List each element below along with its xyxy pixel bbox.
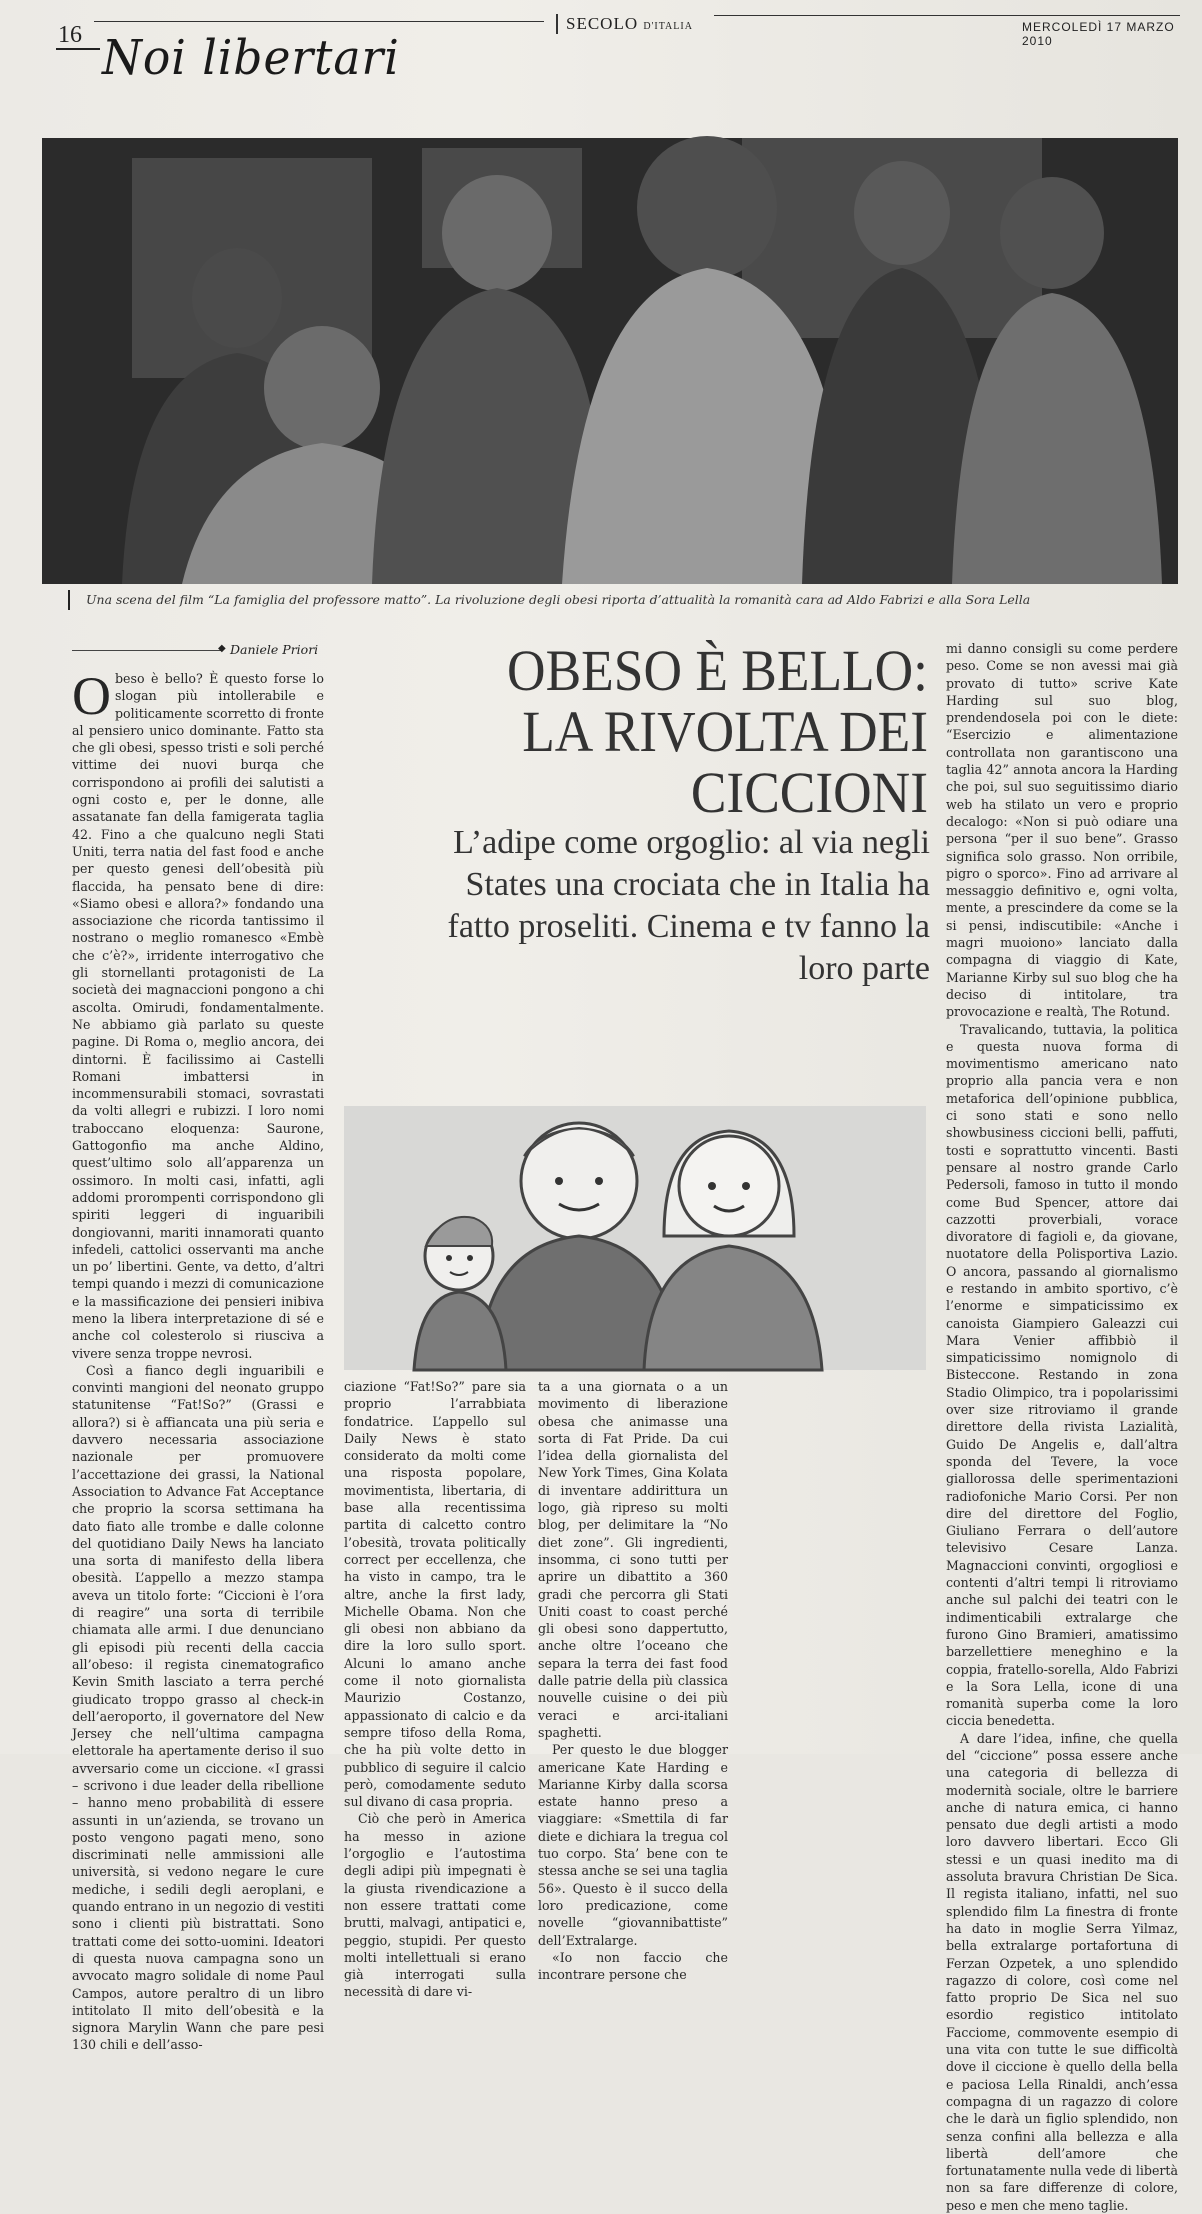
byline-diamond-icon: ◆ (218, 643, 226, 654)
paragraph: «Io non faccio che incontrare persone che (538, 1949, 728, 1983)
article-column-2 (344, 1378, 526, 2000)
header-rule-left (94, 21, 544, 22)
film-scene-photo (42, 138, 1178, 584)
article-headline: OBESO È BELLO: LA RIVOLTA DEI CICCIONI (507, 638, 928, 825)
article-column-3 (538, 1378, 728, 1983)
byline-rule (72, 650, 222, 651)
caption-marker (68, 590, 70, 610)
photo-caption: Una scena del film “La famiglia del professore matto”. La rivoluzione degli obesi riporta d’attualità la romanità cara ad Aldo Fabrizi e alla Sora Lella (86, 592, 1031, 607)
photo-illustration (42, 138, 1178, 584)
family-cartoon (344, 1106, 926, 1370)
paragraph: ta a una giornata o a un movimento di liberazione obesa che animasse una sorta di Fat Pride. Da cui l’idea della giornalista del New York Times, Gina Kolata di inventare addirittura un logo, già ripreso su molti blog, per delimitare la “No diet zone”. Gli ingredienti, insomma, ci sono tutti per aprire un dibattito a 360 gradi che percorra gli Stati Uniti coast to coast perché gli obesi sono dappertutto, anche oltre l’oceano che separa la terra dei fast food dalle patrie della più classica nouvelle cuisine o dei più veraci e arci-italiani spaghetti. (538, 1379, 728, 1740)
paragraph: A dare l’idea, infine, che quella del “ciccione” possa essere anche una categoria di bellezza di modernità sociale, oltre le barriere anche di natura emica, ci hanno pensato due degli artisti a modo loro davvero libertari. Ecco Gli stessi e un quasi inedito ma di assoluta bravura Christian De Sica. Il regista italiano, infatti, nel suo splendido film La finestra di fronte ha dato in moglie Serra Yilmaz, bella extralarge portafortuna di Ferzan Ozpetek, a uno splendido ragazzo di colore, così come nel fatto proprio De Sica nel suo esordio registico intitolato Facciome, commovente esempio di una vita con tutte le sue difficoltà dove il ciccione è quello della bella e paciosa Lella Rinaldi, anch’essa compagna di un ragazzo di colore che le darà un figlio splendido, non senza confini alla bellezza e alla libertà dell’amore che fortunatamente nulla vede di libertà non sa fare differenze di colore, peso e men che meno taglie. (946, 1730, 1178, 2213)
masthead-name: SECOLO (566, 14, 639, 33)
section-title: Noi libertari (102, 30, 400, 86)
paragraph: Travalicando, tuttavia, la politica e questa nuova forma di movimentismo americano nato proprio alla pancia vera e non metaforica dell’opinione pubblica, ci sono stati e sono nello showbusiness ciccioni belli, paffuti, tosti e soprattutto vincenti. Basti pensare al nostro grande Carlo Pedersoli, famoso in tutto il mondo come Bud Spencer, attore dai cazzotti proverbiali, vorace divoratore di fagioli e, da giovane, nuotatore della Polisportiva Lazio. O ancora, passando al giornalismo e restando in ambito sportivo, c’è l’enorme e simpaticissimo ex canoista Giampiero Galeazzi cui Mara Venier affibbiò il simpaticissimo nomignolo di Bisteccone. Restando in zona Stadio Olimpico, tra i popolarissimi over size ritroviamo il grande direttore della rivista Lazialità, Guido De Angelis e, dall’altra sponda del Tevere, la voce giallorossa delle sperimentazioni radiofoniche Mario Corsi. Per non dire del direttore del Foglio, Giuliano Ferrara o dell’autore televisivo Cesare Lanza. Magnaccioni convinti, orgogliosi e contenti d’altri tempi li ritroviamo anche sul palchi dei teatri con le indimenticabili extralarge che furono Gino Bramieri, amatissimo barzellettiere meneghino e la coppia, fratello-sorella, Aldo Fabrizi e la Sora Lella, icone di una romanità superba come la loro ciccia benedetta. (946, 1021, 1178, 1729)
paragraph-text: beso è bello? È questo forse lo slogan più intollerabile e politicamente scorretto di fronte al pensiero unico dominante. Fatto sta che gli obesi, spesso tristi e soli perché vittime dei nuovi burqa che corrispondono ai profili dei salutisti a ogni costo e, per le donne, alle assatanate fan della famigerata taglia 42. Fino a che qualcuno negli Stati Uniti, terra natia del fast food e anche per questo genesi dell’obesità più flaccida, ha pensato bene di dire: «Siamo obesi e allora?» fondando una associazione che ricorda tantissimo il nostrano o meglio romanesco «Embè che c’è?», irridente interrogativo che gli stornellanti protagonisti de La società dei magnaccioni pongono a chi ascolta. Omirudi, fondamentalmente. Ne abbiamo già parlato su queste pagine. Di Roma o, meglio ancora, dei dintorni. È facilissimo ai Castelli Romani imbattersi in incommensurabili stomaci, sovrastati da volti allegri e rubizzi. I loro nomi traboccano eloquenza: Saurone, Gattogonfio ma anche Aldino, quest’ultimo solo all’apparenza un ossimoro. In molti casi, infatti, agli addomi prorompenti corrispondono gli spiriti leggeri di inguaribili dongiovanni, mariti innamorati quanto infedeli, cattolici osservanti ma anche un po’ libertini. Gente, va detto, d’altri tempi quando i mezzi di comunicazione e la massificazione dei pensieri inibiva meno la libera interpretazione di sé e anche col colesterolo si riusciva a vivere senza troppe nevrosi. (72, 671, 325, 1361)
page-number: 16 (58, 22, 82, 48)
article-column-4 (946, 640, 1178, 2213)
masthead-suffix: D'ITALIA (643, 21, 693, 32)
header-rule-right (714, 15, 1180, 16)
cartoon-illustration (344, 1106, 926, 1370)
issue-date: MERCOLEDÌ 17 MARZO 2010 (1022, 20, 1175, 48)
article-column-1 (72, 666, 325, 2053)
masthead (556, 14, 693, 34)
paragraph: Per questo le due blogger americane Kate Harding e Marianne Kirby dalla scorsa estate hanno preso a viaggiare: «Smettila di far diete e dichiara la tregua col tuo corpo. Sta’ bene con te stessa anche se sei una taglia 56». Questo è il succo della loro predicazione, come novelle “giovannibattiste” dell’Extralarge. (538, 1742, 728, 1948)
paragraph: mi danno consigli su come perdere peso. Come se non avessi mai già provato di tutto» scrive Kate Harding sul suo blog, prendendosela poi con le diete: “Esercizio e alimentazione controllata non garantiscono una taglia 42” annota ancora la Harding che poi, sul suo seguitissimo diario web ha stilato un vero e proprio decalogo: «Non si può odiare una persona “per il suo bene”. Grasso significa solo grasso. Non orribile, pigro o sporco». Fino ad arrivare al messaggio definitivo e, ogni volta, mente, a prescindere da come se la si pensi, indiscutibile: «Anche i magri muoiono» lanciato dalla compagna di viaggio di Kate, Marianne Kirby sul suo blog che ha deciso di intitolare, tra provocazione e realtà, The Rotund. (946, 641, 1178, 1020)
byline: Daniele Priori (230, 642, 319, 657)
paragraph: Così a fianco degli inguaribili e convinti mangioni del neonato gruppo statunitense “Fat!So?” (Grassi e allora?) si è affiancata una più seria e davvero necessaria associazione nazionale per promuovere l’accettazione dei grassi, la National Association to Advance Fat Acceptance che proprio la scorsa settimana ha dato fiato alle trombe e dalle colonne del quotidiano Daily News ha lanciato una sorta di manifesto della libera obesità. L’appello a mezzo stampa aveva un titolo forte: “Ciccioni è l’ora di reagire” una sorta di terribile chiamata alle armi. I due denunciano gli episodi più recenti della caccia all’obeso: il regista cinematografico Kevin Smith lasciato a terra perché giudicato troppo grasso al check-in dell’aeroporto, il governatore del New Jersey che nell’ultima campagna elettorale ha apertamente deriso il suo avversario come un ciccione. «I grassi – scrivono i due leader della ribellione – hanno meno probabilità di essere assunti in un’azienda, se trovano un posto vengono pagati meno, sono discriminati nelle ammissioni alle università, si vedono negare le cure mediche, i sedili degli aeroplani, e quando entrano in un negozio di vestiti sono i clienti più bistrattati. Sono trattati come dei sotto-uomini. Ideatori di questa nuova campagna sono un avvocato magro solidale di nome Paul Campos, autore peraltro di un libro intitolato Il mito dell’obesità e la signora Marylin Wann che pare pesi 130 chili e dell’asso- (72, 1362, 324, 2053)
paragraph: Ciò che però in America ha messo in azione l’orgoglio e l’autostima degli adipi più impegnati è la giusta rivendicazione a non essere trattati come brutti, malvagi, antipatici e, peggio, stupidi. Per questo molti intellettuali si erano già interrogati sulla necessità di dare vi- (344, 1811, 526, 2000)
paragraph: ciazione “Fat!So?” pare sia proprio l’arrabbiata fondatrice. L’appello sul Daily News è stato considerato da molti come una risposta popolare, movimentista, libertaria, di base alla recentissima partita di calcetto contro l’obesità, trovata politically correct per eccellenza, che ha visto in campo, tra le altre, anche la first lady, Michelle Obama. Non che gli obesi non abbiano da dire la loro sullo sport. Alcuni lo amano anche come il noto giornalista Maurizio Costanzo, appassionato di calcio e da sempre tifoso della Roma, che ha più volte detto in pubblico di seguire il calcio però, comodamente seduto sul divano di casa propria. (344, 1379, 526, 1810)
article-subhead: L’adipe come orgoglio: al via negli States una crociata che in Italia ha fatto proseliti. Cinema e tv fanno la loro parte (447, 824, 930, 987)
page-number-rule (56, 48, 100, 50)
paragraph (72, 666, 325, 1362)
drop-cap: O (72, 666, 111, 726)
